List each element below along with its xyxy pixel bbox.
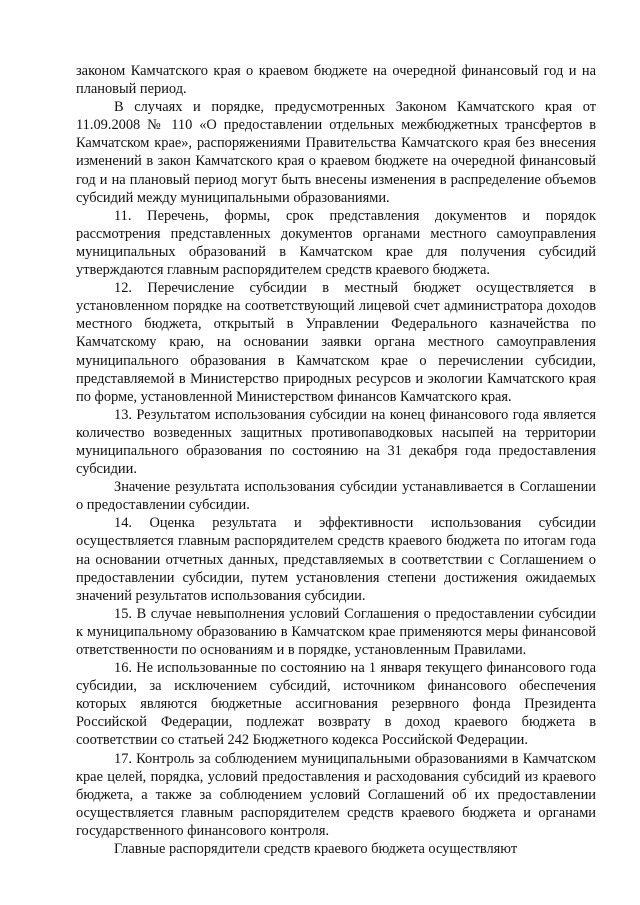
paragraph-13-result-value: Значение результата использования субсидии устанавливается в Соглашении о предоставлении субсидии. (76, 479, 596, 514)
paragraph-intro-continuation: законом Камчатского края о краевом бюджете на очередной финансовый год и на плановый период. (76, 63, 596, 98)
paragraph-12-transfer: 12. Перечисление субсидии в местный бюджет осуществляется в установленном порядке на соответствующий лицевой счет администратора доходов местного бюджета, открытый в Управлении Федерального казначейства по Камчатскому краю, на основании заявки органа местного самоуправления муниципального образования в Камчатском крае о перечислении субсидии, представляемой в Министерство природных ресурсов и экологии Камчатского края по форме, установленной Министерством финансов Камчатского края. (76, 280, 596, 405)
paragraph-11-documents: 11. Перечень, формы, срок представления документов и порядок рассмотрения представленных документов органами местного самоуправления муниципальных образований в Камчатском крае для получения субсидий утверждаются главным распорядителем средств краевого бюджета. (76, 207, 596, 279)
document-page (76, 62, 596, 858)
paragraph-17-control: 17. Контроль за соблюдением муниципальными образованиями в Камчатском крае целей, порядка, условий предоставления и расходования субсидий из краевого бюджета, а также за соблюдением условий Соглашений об их предоставлении осуществляется главным распорядителем средств краевого бюджета и органами государственного финансового контроля. (76, 750, 596, 839)
paragraph-16-return: 16. Не использованные по состоянию на 1 января текущего финансового года субсидии, за исключением субсидий, источником финансового обеспечения которых являются бюджетные ассигнования резервного фонда Президента Российской Федерации, подлежат возврату в доход краевого бюджета в соответствии со статьей 242 Бюджетного кодекса Российской Федерации. (76, 660, 596, 749)
paragraph-14-evaluation: 14. Оценка результата и эффективности использования субсидии осуществляется главным распорядителем средств краевого бюджета по итогам года на основании отчетных данных, представляемых в соответствии с Соглашением о предоставлении субсидии, путем установления степени достижения ожидаемых значений результатов использования субсидии. (76, 515, 596, 604)
paragraph-redistribution-changes: В случаях и порядке, предусмотренных Законом Камчатского края от 11.09.2008 № 110 «О предоставлении отдельных межбюджетных трансфертов в Камчатском крае», распоряжениями Правительства Камчатского края без внесения изменений в закон Камчатского края о краевом бюджете на очередной финансовый год и на плановый период могут быть внесены изменения в распределение объемов субсидий между муниципальными образованиями. (76, 99, 596, 206)
paragraph-17-continuation: Главные распорядители средств краевого бюджета осуществляют (114, 841, 518, 858)
paragraph-15-liability: 15. В случае невыполнения условий Соглашения о предоставлении субсидии к муниципальному образованию в Камчатском крае применяются меры финансовой ответственности по основаниям и в порядке, установленным Правилами. (76, 605, 596, 658)
paragraph-13-result: 13. Результатом использования субсидии на конец финансового года является количество возведенных защитных противопаводковых насыпей на территории муниципального образования по состоянию на 31 декабря года предоставления субсидии. (76, 406, 596, 478)
